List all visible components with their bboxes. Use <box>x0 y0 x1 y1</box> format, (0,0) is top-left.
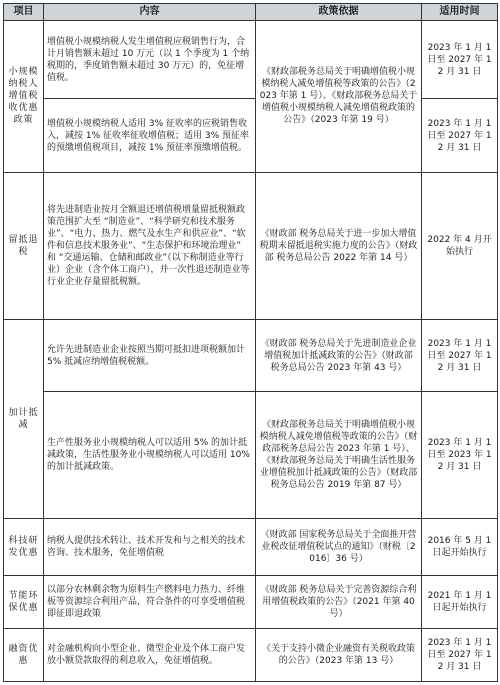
row-content-cell: 允许先进制造业企业按照当期可抵扣进项税额加计 5% 抵减应纳增值税税额。 <box>44 320 256 391</box>
row-item-cell: 留抵退税 <box>4 172 44 320</box>
table-row <box>4 576 498 629</box>
row-item-cell: 节能环保优惠 <box>4 576 44 629</box>
row-content-cell: 将先进制造业按月全额退还增值税增量留抵税额政策范围扩大至 “制造业”、“科学研究和技术服务业”、“电力、热力、燃气及水生产和供应业”、“软件和信息技术服务业”、“生态保护和环境治理业” 和 “交通运输、仓储和邮政业”（以下称制造业等行业）企业（含个体工商户），并一次性退还制造业等行业企业存量留抵税额。 <box>44 172 256 320</box>
row-time-cell: 2023 年 1 月 1 日至 2023 年 12 月 31 日 <box>422 391 498 518</box>
header-row <box>4 4 498 21</box>
row-basis-cell: 《关于支持小微企业融资有关税收政策的公告》（2023 年第 13 号） <box>256 628 422 681</box>
row-time-cell: 2023 年 1 月 1 日至 2027 年 12 月 31 日 <box>422 320 498 391</box>
table-row <box>4 391 498 518</box>
row-content-cell: 增值税小规模纳税人发生增值税应税销售行为，合计月销售额未超过 10 万元（以 1 个季度为 1 个纳税期的，季度销售额未超过 30 万元）的，免征增值税。 <box>44 21 256 99</box>
table-row <box>4 519 498 576</box>
row-time-cell: 2022 年 4 月开始执行 <box>422 172 498 320</box>
header-content: 内容 <box>44 4 256 21</box>
row-time-cell: 2016 年 5 月 1 日起开始执行 <box>422 519 498 576</box>
table-row <box>4 172 498 320</box>
header-time: 适用时间 <box>422 4 498 21</box>
header-item: 项目 <box>4 4 44 21</box>
table-row <box>4 21 498 99</box>
row-item-cell: 融资优惠 <box>4 628 44 681</box>
header-basis: 政策依据 <box>256 4 422 21</box>
table-row <box>4 99 498 172</box>
row-content-cell: 生产性服务业小规模纳税人可以适用 5% 的加计抵减政策，生活性服务业小规模纳税人可以适用 10% 的加计抵减政策。 <box>44 391 256 518</box>
row-basis-cell: 《财政部 税务总局关于进一步加大增值税期末留抵退税实施力度的公告》（财政部 税务总局公告 2022 年第 14 号） <box>256 172 422 320</box>
row-basis-cell: 《财政部 税务总局关于先进制造业企业增值税加计抵减政策的公告》（财政部 税务总局公告 2023 年第 43 号） <box>256 320 422 391</box>
row-basis-cell: 《财政部税务总局关于明确增值税小规模纳税人减免增值税等政策的公告》（2023 年第 1 号）、《财政部税务总局关于增值税小规模纳税人减免增值税政策的公告》（2023 年第 19 号） <box>256 21 422 173</box>
row-content-cell: 增值税小规模纳税人适用 3% 征收率的应税销售收入，减按 1% 征收率征收增值税；适用 3% 预征率的预缴增值税项目，减按 1% 预征率预缴增值税。 <box>44 99 256 172</box>
row-item-cell: 科技研发优惠 <box>4 519 44 576</box>
row-item-cell: 小规模纳税人增值税收优惠政策 <box>4 21 44 173</box>
table-row <box>4 320 498 391</box>
row-time-cell: 2023 年 1 月 1 日至 2027 年 12 月 31 日 <box>422 21 498 99</box>
row-content-cell: 纳税人提供技术转让、技术开发和与之相关的技术咨询、技术服务，免征增值税 <box>44 519 256 576</box>
row-basis-cell: 《财政部 税务总局关于完善资源综合利用增值税政策的公告》（2021 年第 40 号） <box>256 576 422 629</box>
row-content-cell: 对金融机构向小型企业、微型企业及个体工商户发放小额贷款取得的利息收入，免征增值税。 <box>44 628 256 681</box>
row-time-cell: 2023 年 1 月 1 日至 2027 年 12 月 31 日 <box>422 628 498 681</box>
row-time-cell: 2021 年 1 月 1 日起开始执行 <box>422 576 498 629</box>
policy-table <box>3 3 498 682</box>
row-basis-cell: 《财政部税务总局关于明确增值税小规模纳税人减免增值税等政策的公告》（财政部税务总局公告 2023 年第 1 号）、《财政部税务总局关于明确生活性服务业增值税加计抵减政策的公告》（财政部税务总局公告 2019 年第 87 号） <box>256 391 422 518</box>
row-item-cell: 加计抵减 <box>4 320 44 519</box>
table-row <box>4 628 498 681</box>
row-time-cell: 2023 年 1 月 1 日至 2027 年 12 月 31 日 <box>422 99 498 172</box>
row-basis-cell: 《财政部 国家税务总局关于全面推开营业税改征增值税试点的通知》（财税〔2016〕36 号） <box>256 519 422 576</box>
row-content-cell: 以部分农林剩余物为原料生产燃料电力热力、纤维板等资源综合利用产品，符合条件的可享受增值税即征即退政策 <box>44 576 256 629</box>
